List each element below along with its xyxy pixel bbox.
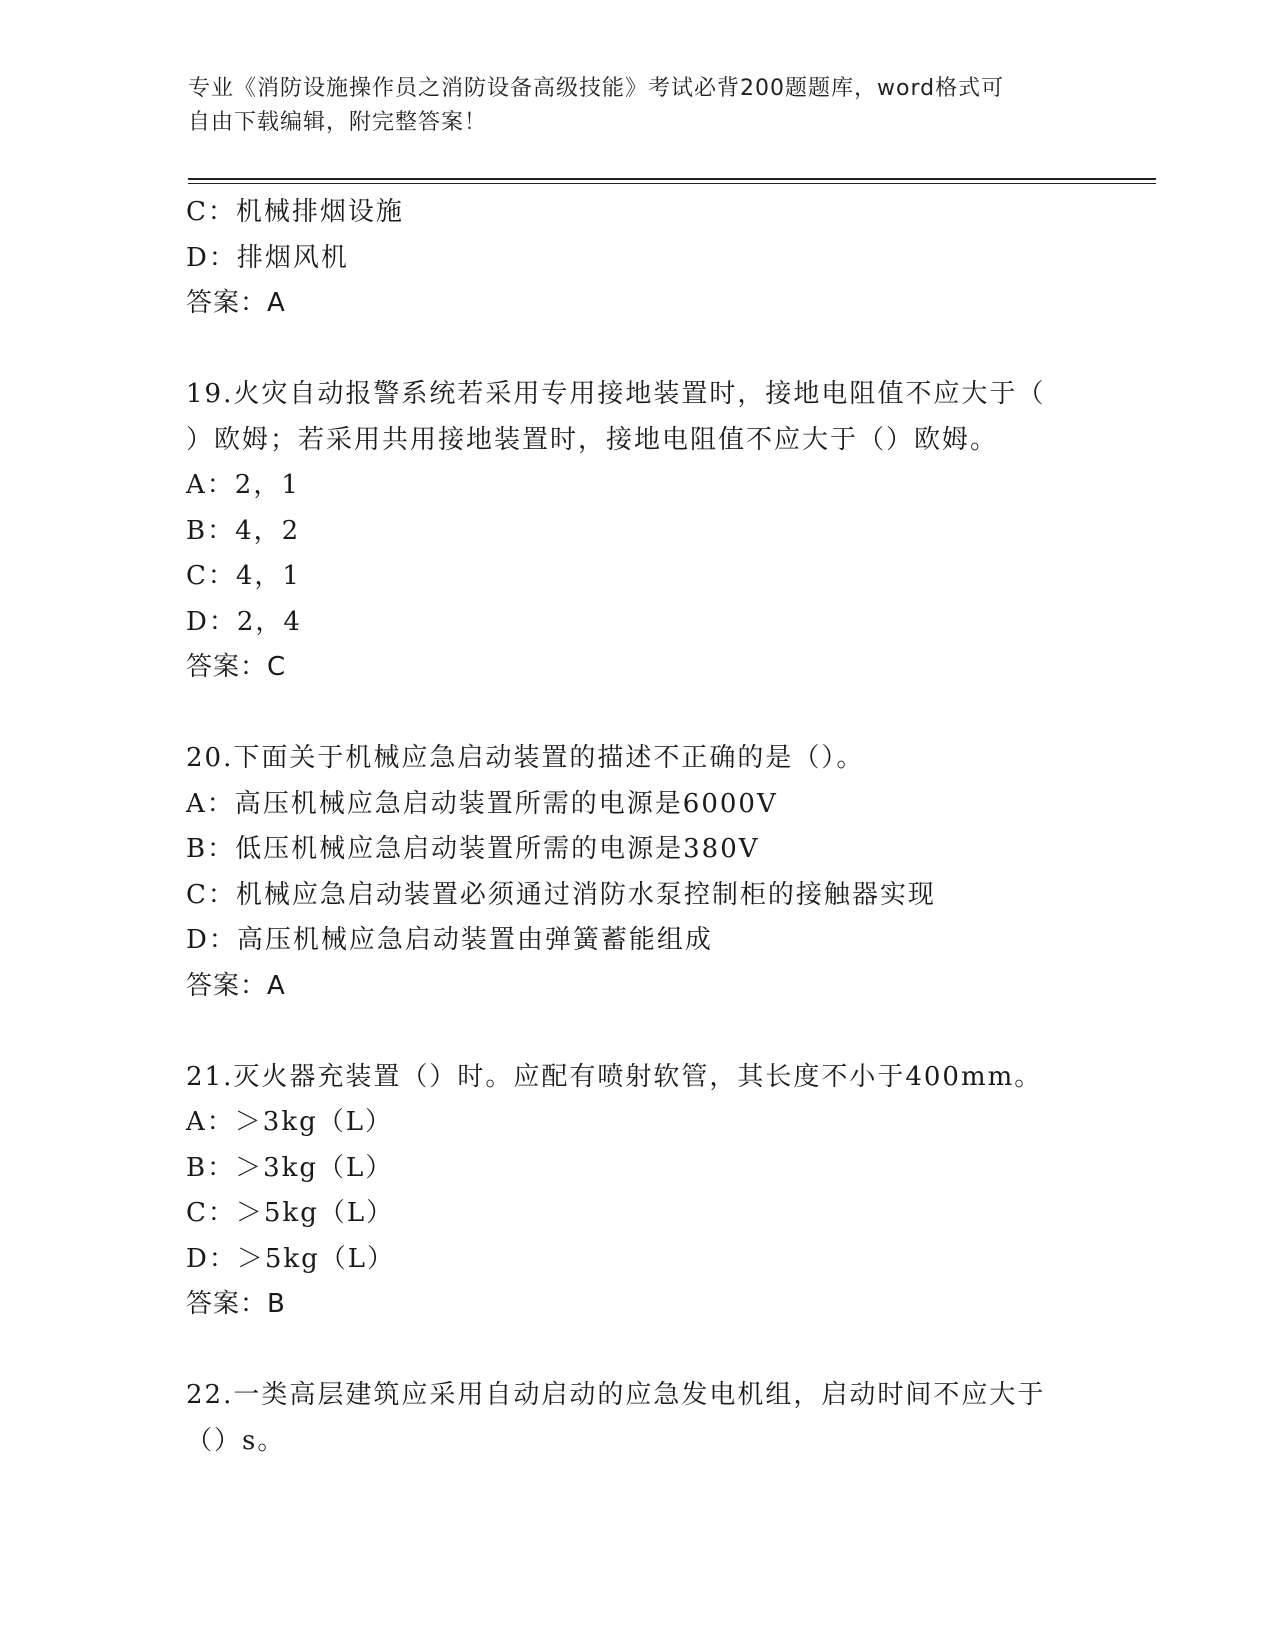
option-c: C：机械排烟设施 [186, 197, 404, 227]
document-header [188, 72, 1068, 140]
option-a: A：高压机械应急启动装置所需的电源是6000V [186, 788, 778, 819]
spacer [186, 1009, 1146, 1055]
question-text-line-2: （）s。 [186, 1425, 286, 1456]
question-list [186, 190, 1146, 1464]
option-a: A：2，1 [186, 470, 300, 500]
option-d: D：2，4 [186, 606, 302, 637]
question-19 [186, 372, 1146, 691]
answer: 答案：C [186, 652, 287, 682]
question-text-line-1: 22.一类高层建筑应采用自动启动的应急发电机组，启动时间不应大于 [186, 1380, 1046, 1410]
option-b: B：＞3kg（L） [186, 1152, 394, 1183]
header-line-1: 专业《消防设施操作员之消防设备高级技能》考试必背200题题库，word格式可 [188, 76, 1005, 101]
option-a: A：＞3kg（L） [186, 1107, 393, 1137]
spacer [186, 1328, 1146, 1374]
question-text: 21.灭火器充装置（）时。应配有喷射软管，其长度不小于400mm。 [186, 1061, 1043, 1092]
question-20 [186, 736, 1146, 1009]
question-22 [186, 1373, 1146, 1464]
option-d: D：＞5kg（L） [186, 1243, 396, 1274]
question-text-line-2: ）欧姆；若采用共用接地装置时，接地电阻值不应大于（）欧姆。 [186, 424, 999, 455]
option-c: C：4，1 [186, 561, 301, 591]
option-c: C：机械应急启动装置必须通过消防水泵控制柜的接触器实现 [186, 879, 936, 910]
question-text: 20.下面关于机械应急启动装置的描述不正确的是（）。 [186, 743, 865, 773]
question-text-line-1: 19.火灾自动报警系统若采用专用接地装置时，接地电阻值不应大于（ [186, 379, 1046, 409]
spacer [186, 691, 1146, 737]
option-b: B：4，2 [186, 515, 301, 546]
spacer [186, 327, 1146, 373]
option-d: D：排烟风机 [186, 242, 349, 273]
option-b: B：低压机械应急启动装置所需的电源是380V [186, 834, 760, 864]
header-line-2: 自由下载编辑，附完整答案！ [188, 110, 488, 135]
question-21 [186, 1055, 1146, 1328]
answer: 答案：A [186, 970, 286, 1001]
option-d: D：高压机械应急启动装置由弹簧蓄能组成 [186, 925, 713, 955]
option-c: C：＞5kg（L） [186, 1198, 395, 1228]
header-divider [188, 178, 1156, 184]
answer: 答案：B [186, 1289, 286, 1319]
question-18-tail [186, 190, 1146, 327]
answer: 答案：A [186, 288, 286, 318]
